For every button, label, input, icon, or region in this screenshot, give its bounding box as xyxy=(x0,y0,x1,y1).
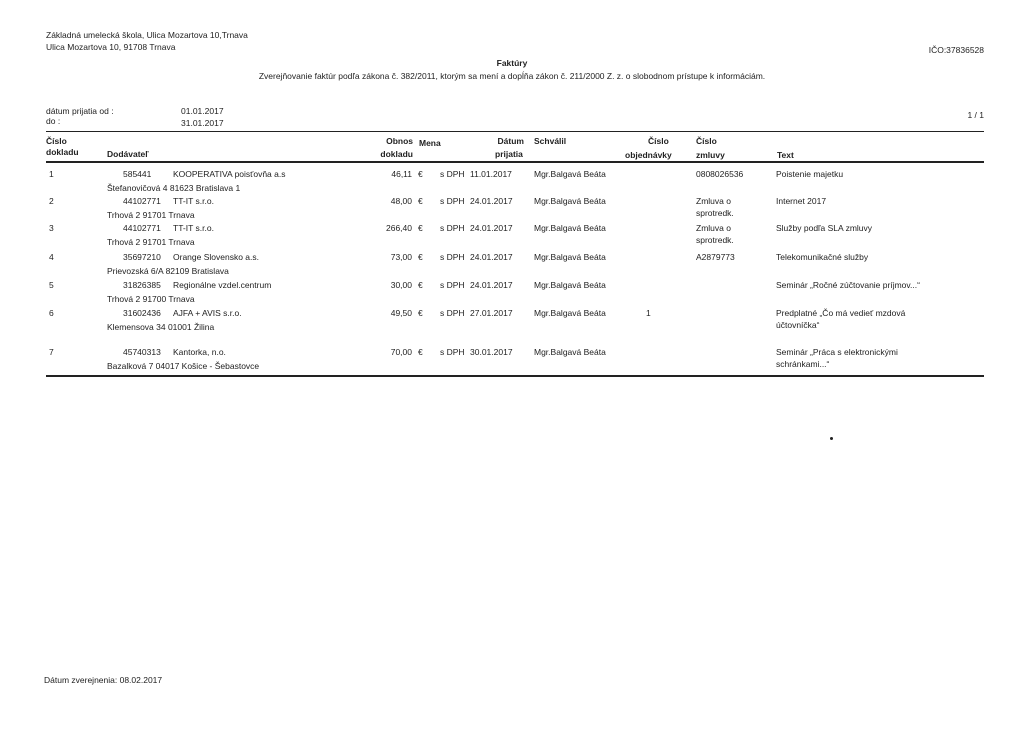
amount: 49,50 xyxy=(390,308,412,318)
col-header-zmluva-2: zmluvy xyxy=(696,150,725,160)
contract-number-line2: sprotredk. xyxy=(696,208,734,218)
supplier-ico: 45740313 xyxy=(123,347,161,357)
amount: 46,11 xyxy=(391,169,412,179)
col-header-mena: Mena xyxy=(419,138,441,148)
received-date: 27.01.2017 xyxy=(470,308,513,318)
date-to-label: do : xyxy=(46,116,61,126)
row-number: 3 xyxy=(49,223,54,233)
supplier-ico: 44102771 xyxy=(123,196,161,206)
tax-flag: s DPH xyxy=(440,223,465,233)
supplier-address: Trhová 2 91701 Trnava xyxy=(107,210,195,220)
organization-address: Ulica Mozartova 10, 91708 Trnava xyxy=(46,42,176,52)
table-header-rule xyxy=(46,161,984,163)
scan-dot xyxy=(830,437,833,440)
description: Seminár „Práca s elektronickými xyxy=(776,347,898,357)
currency: € xyxy=(418,347,423,357)
tax-flag: s DPH xyxy=(440,252,465,262)
col-header-obnos: Obnos xyxy=(386,136,413,146)
supplier-name: AJFA + AVIS s.r.o. xyxy=(173,308,242,318)
supplier-address: Bazalková 7 04017 Košice - Šebastovce xyxy=(107,361,260,371)
description: Služby podľa SLA zmluvy xyxy=(776,223,873,233)
table-bottom-rule xyxy=(46,375,984,377)
tax-flag: s DPH xyxy=(440,280,465,290)
approver: Mgr.Balgavá Beáta xyxy=(534,347,606,357)
contract-number: Zmluva o xyxy=(696,196,731,206)
page-number: 1 / 1 xyxy=(967,110,984,120)
supplier-address: Štefanovičová 4 81623 Bratislava 1 xyxy=(107,183,241,193)
approver: Mgr.Balgavá Beáta xyxy=(534,308,606,318)
tax-flag: s DPH xyxy=(440,308,465,318)
amount: 266,40 xyxy=(386,223,412,233)
col-header-datum-2: prijatia xyxy=(495,149,523,159)
col-header-objednavka: Číslo xyxy=(648,136,669,146)
col-header-schvalil: Schválil xyxy=(534,136,567,146)
row-number: 5 xyxy=(49,280,54,290)
col-header-cislo-2: dokladu xyxy=(46,147,79,157)
supplier-name: KOOPERATIVA poisťovňa a.s xyxy=(173,169,286,179)
table-top-rule xyxy=(46,131,984,132)
row-number: 2 xyxy=(49,196,54,206)
description: Internet 2017 xyxy=(776,196,827,206)
description: Poistenie majetku xyxy=(776,169,844,179)
supplier-ico: 585441 xyxy=(123,169,152,179)
supplier-name: TT-IT s.r.o. xyxy=(173,196,214,206)
received-date: 24.01.2017 xyxy=(470,252,513,262)
currency: € xyxy=(418,308,423,318)
publication-date: Dátum zverejnenia: 08.02.2017 xyxy=(44,675,163,685)
received-date: 30.01.2017 xyxy=(470,347,513,357)
received-date: 11.01.2017 xyxy=(470,169,512,179)
organization-name: Základná umelecká škola, Ulica Mozartova 10,Trnava xyxy=(46,30,248,40)
description-line2: schránkami...“ xyxy=(776,359,830,369)
date-from-value: 01.01.2017 xyxy=(181,106,224,116)
supplier-name: Orange Slovensko a.s. xyxy=(173,252,259,262)
row-number: 6 xyxy=(49,308,54,318)
supplier-ico: 35697210 xyxy=(123,252,161,262)
supplier-name: Regionálne vzdel.centrum xyxy=(173,280,272,290)
ico-number: IČO:37836528 xyxy=(928,45,984,55)
row-number: 4 xyxy=(49,252,54,262)
order-number: 1 xyxy=(646,308,651,318)
col-header-cislo: Číslo xyxy=(46,136,67,146)
contract-number: Zmluva o xyxy=(696,223,731,233)
supplier-address: Klemensova 34 01001 Žilina xyxy=(107,322,215,332)
row-number: 7 xyxy=(49,347,54,357)
col-header-text: Text xyxy=(777,150,794,160)
amount: 48,00 xyxy=(390,196,412,206)
col-header-dodavatel: Dodávateľ xyxy=(107,149,149,159)
supplier-name: Kantorka, n.o. xyxy=(173,347,226,357)
col-header-obnos-2: dokladu xyxy=(380,149,413,159)
description: Predplatné „Čo má vedieť mzdová xyxy=(776,308,906,318)
approver: Mgr.Balgavá Beáta xyxy=(534,196,606,206)
currency: € xyxy=(418,223,423,233)
contract-number: 0808026536 xyxy=(696,169,744,179)
amount: 30,00 xyxy=(390,280,412,290)
contract-number-line2: sprotredk. xyxy=(696,235,734,245)
tax-flag: s DPH xyxy=(440,347,465,357)
supplier-ico: 31602436 xyxy=(123,308,161,318)
approver: Mgr.Balgavá Beáta xyxy=(534,169,606,179)
tax-flag: s DPH xyxy=(440,169,465,179)
supplier-name: TT-IT s.r.o. xyxy=(173,223,214,233)
supplier-ico: 31826385 xyxy=(123,280,161,290)
currency: € xyxy=(418,169,423,179)
currency: € xyxy=(418,280,423,290)
description-line2: účtovníčka“ xyxy=(776,320,820,330)
approver: Mgr.Balgavá Beáta xyxy=(534,223,606,233)
description: Seminár „Ročné zúčtovanie príjmov...“ xyxy=(776,280,920,290)
amount: 73,00 xyxy=(390,252,412,262)
amount: 70,00 xyxy=(390,347,412,357)
received-date: 24.01.2017 xyxy=(470,280,513,290)
description: Telekomunikačné služby xyxy=(776,252,869,262)
date-to-value: 31.01.2017 xyxy=(181,118,224,128)
contract-number: A2879773 xyxy=(696,252,735,262)
received-date: 24.01.2017 xyxy=(470,223,513,233)
document-title: Faktúry xyxy=(496,58,528,68)
currency: € xyxy=(418,252,423,262)
supplier-address: Prievozská 6/A 82109 Bratislava xyxy=(107,266,229,276)
col-header-objednavka-2: objednávky xyxy=(625,150,672,160)
supplier-address: Trhová 2 91701 Trnava xyxy=(107,237,195,247)
document-subtitle: Zverejňovanie faktúr podľa zákona č. 382/2011, ktorým sa mení a dopĺňa zákon č. 211/2000 Z. z. o slobodnom prístupe k informáciám. xyxy=(258,71,766,81)
received-date: 24.01.2017 xyxy=(470,196,513,206)
approver: Mgr.Balgavá Beáta xyxy=(534,280,606,290)
col-header-zmluva: Číslo xyxy=(696,136,717,146)
currency: € xyxy=(418,196,423,206)
approver: Mgr.Balgavá Beáta xyxy=(534,252,606,262)
tax-flag: s DPH xyxy=(440,196,465,206)
supplier-ico: 44102771 xyxy=(123,223,161,233)
col-header-datum: Dátum xyxy=(497,136,524,146)
row-number: 1 xyxy=(49,169,54,179)
supplier-address: Trhová 2 91700 Trnava xyxy=(107,294,195,304)
date-from-label: dátum prijatia od : xyxy=(46,106,114,116)
